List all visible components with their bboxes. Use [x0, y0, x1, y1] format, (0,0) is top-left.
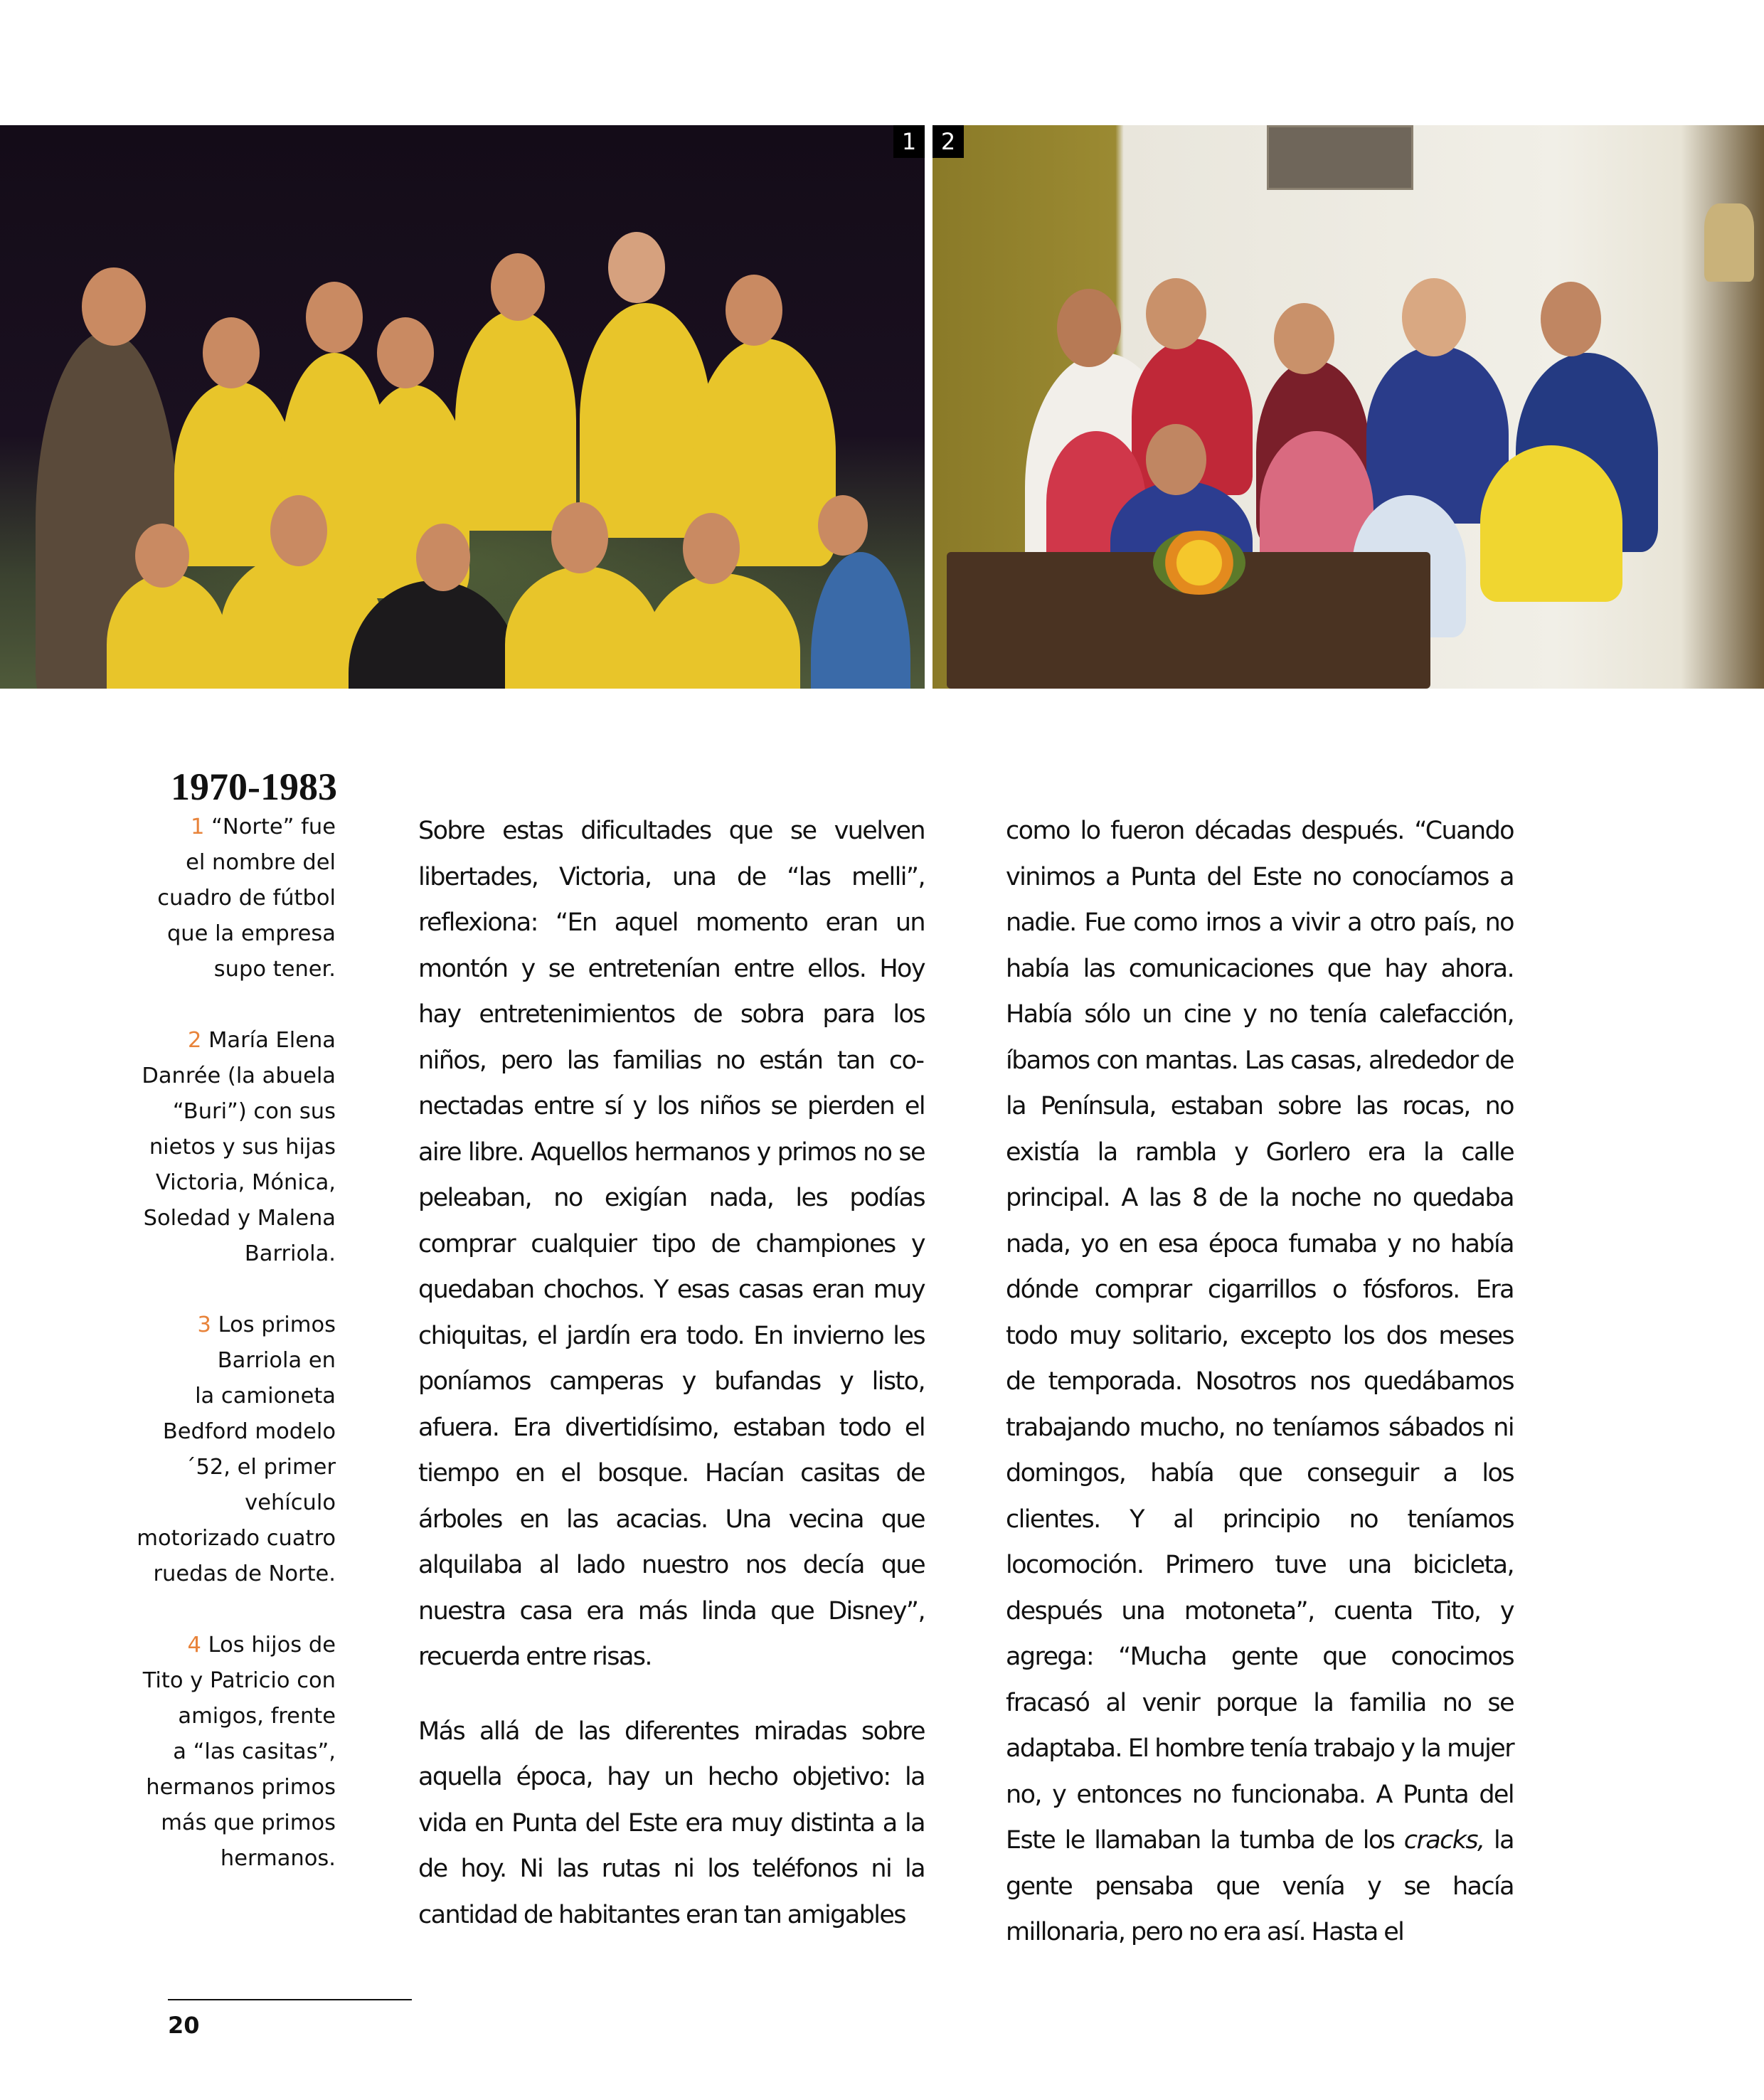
- figure-child: [1480, 445, 1622, 602]
- figure-head: [306, 282, 363, 353]
- caption-number: 2: [187, 1028, 202, 1053]
- figure-head: [726, 275, 782, 346]
- caption-text: Los hijos de Tito y Patricio con amigos, frente a “las casitas”, hermanos primos más que primos hermanos.: [142, 1633, 336, 1871]
- photo-number-badge: 1: [893, 125, 925, 158]
- figure-head: [683, 513, 740, 584]
- figure-head: [1402, 278, 1466, 356]
- figure: [505, 566, 662, 689]
- figure-head: [1541, 282, 1601, 356]
- figure-head: [491, 253, 545, 321]
- photo-captions: [107, 810, 336, 1912]
- figure-head: [1274, 303, 1334, 374]
- period-heading: 1970-1983: [171, 765, 337, 808]
- photo-football-team: [0, 125, 925, 689]
- figure: [644, 573, 800, 689]
- figure-child: [811, 552, 910, 689]
- article-column-1: [418, 808, 925, 1966]
- footer-rule: [168, 1999, 412, 2000]
- caption-3: [107, 1308, 336, 1592]
- caption-4: [107, 1628, 336, 1877]
- figure-head: [203, 317, 260, 388]
- paragraph: Sobre estas dificultades que se vuelven libertades, Victoria, una de “las melli”, reflexiona: “En aquel momento eran un montón y se entretenían entre ellos. Hoy hay entretenimientos de sobra para los niños, pero las familias no están tan conectadas entre sí y los niños se pierden el aire libre. Aquellos hermanos y primos no se peleaban, no exigían nada, les podías comprar cualquier tipo de championes y quedaban chochos. Y esas casas eran muy chiquitas, el jardín era todo. En invierno les poníamos camperas y bufandas y listo, afuera. Era divertidísimo, estaban todo el tiempo en el bosque. Hacían casitas de árboles en las acacias. Una vecina que alquilaba al lado nuestro nos decía que nuestra casa era más linda que Disney”, recuerda entre risas.: [418, 817, 925, 1671]
- figure-head: [135, 524, 189, 588]
- paragraph: Más allá de las diferentes miradas sobre aquella época, hay un hecho objetivo: la vida en Punta del Este era muy distinta a la de hoy. Ni las rutas ni los teléfonos ni la cantidad de habitantes eran tan amigables: [418, 1717, 925, 1929]
- caption-number: 4: [187, 1633, 201, 1658]
- photo-number-badge: 2: [933, 125, 964, 158]
- photo-family-living-room: [933, 125, 1764, 689]
- figure: [455, 310, 576, 531]
- caption-text: “Norte” fue el nombre del cuadro de fútbol que la empresa supo tener.: [157, 815, 336, 982]
- figure-head: [818, 495, 868, 556]
- figure-head: [608, 232, 665, 303]
- text-run: la gente pensaba que venía y se hacía millonaria, pero no era así. Hasta el: [1006, 1826, 1514, 1946]
- figure-head: [1146, 278, 1206, 349]
- flower-vase: [1153, 531, 1245, 595]
- figure: [580, 303, 711, 538]
- figure-head: [377, 317, 434, 388]
- figure-head: [551, 502, 608, 573]
- page-number: 20: [168, 2012, 200, 2039]
- caption-text: Los primos Barriola en la camioneta Bedford modelo ´52, el primer vehículo motorizado cuatro ruedas de Norte.: [137, 1312, 336, 1586]
- caption-number: 3: [197, 1312, 211, 1337]
- italic-term: cracks,: [1403, 1826, 1484, 1855]
- article-column-2: [1006, 808, 1514, 1984]
- figure-head: [1057, 289, 1121, 367]
- lamp-shade: [1704, 203, 1754, 282]
- wall-picture-frame: [1267, 125, 1413, 190]
- caption-text: María Elena Danrée (la abuela “Buri”) con sus nietos y sus hijas Victoria, Mónica, Soledad y Malena Barriola.: [142, 1028, 336, 1266]
- figure-head: [416, 524, 470, 591]
- caption-1: [107, 810, 336, 987]
- caption-2: [107, 1023, 336, 1272]
- figure-head: [1146, 424, 1206, 495]
- text-run: como lo fueron décadas después. “Cuando vinimos a Punta del Este no conocíamos a nadie. Fue como irnos a vivir a otro país, no había las comunicaciones que hay ahora. Había sólo un cine y no tenía calefacción, íbamos con mantas. Las casas, alrededor de la Península, estaban sobre las rocas, no existía la rambla y Gorlero era la calle principal. A las 8 de la noche no quedaba nada, yo en esa época fumaba y no había dónde comprar cigarrillos o fósforos. Era todo muy solitario, excepto los dos meses de temporada. Nosotros nos quedábamos trabajando mucho, no teníamos sábados ni domingos, había que conseguir a los clientes. Y al principio no teníamos locomoción. Primero tuve una bicicleta, después una motoneta”, cuenta Tito, y agrega: “Mucha gente que conocimos fracasó al venir porque la familia no se adaptaba. El hombre tenía trabajo y la mujer no, y entonces no funcionaba. A Punta del Este le llamaban la tumba de los: [1006, 817, 1514, 1855]
- caption-number: 1: [191, 815, 205, 839]
- figure-head: [270, 495, 327, 566]
- paragraph: [1006, 808, 1514, 1956]
- figure-head: [82, 267, 146, 346]
